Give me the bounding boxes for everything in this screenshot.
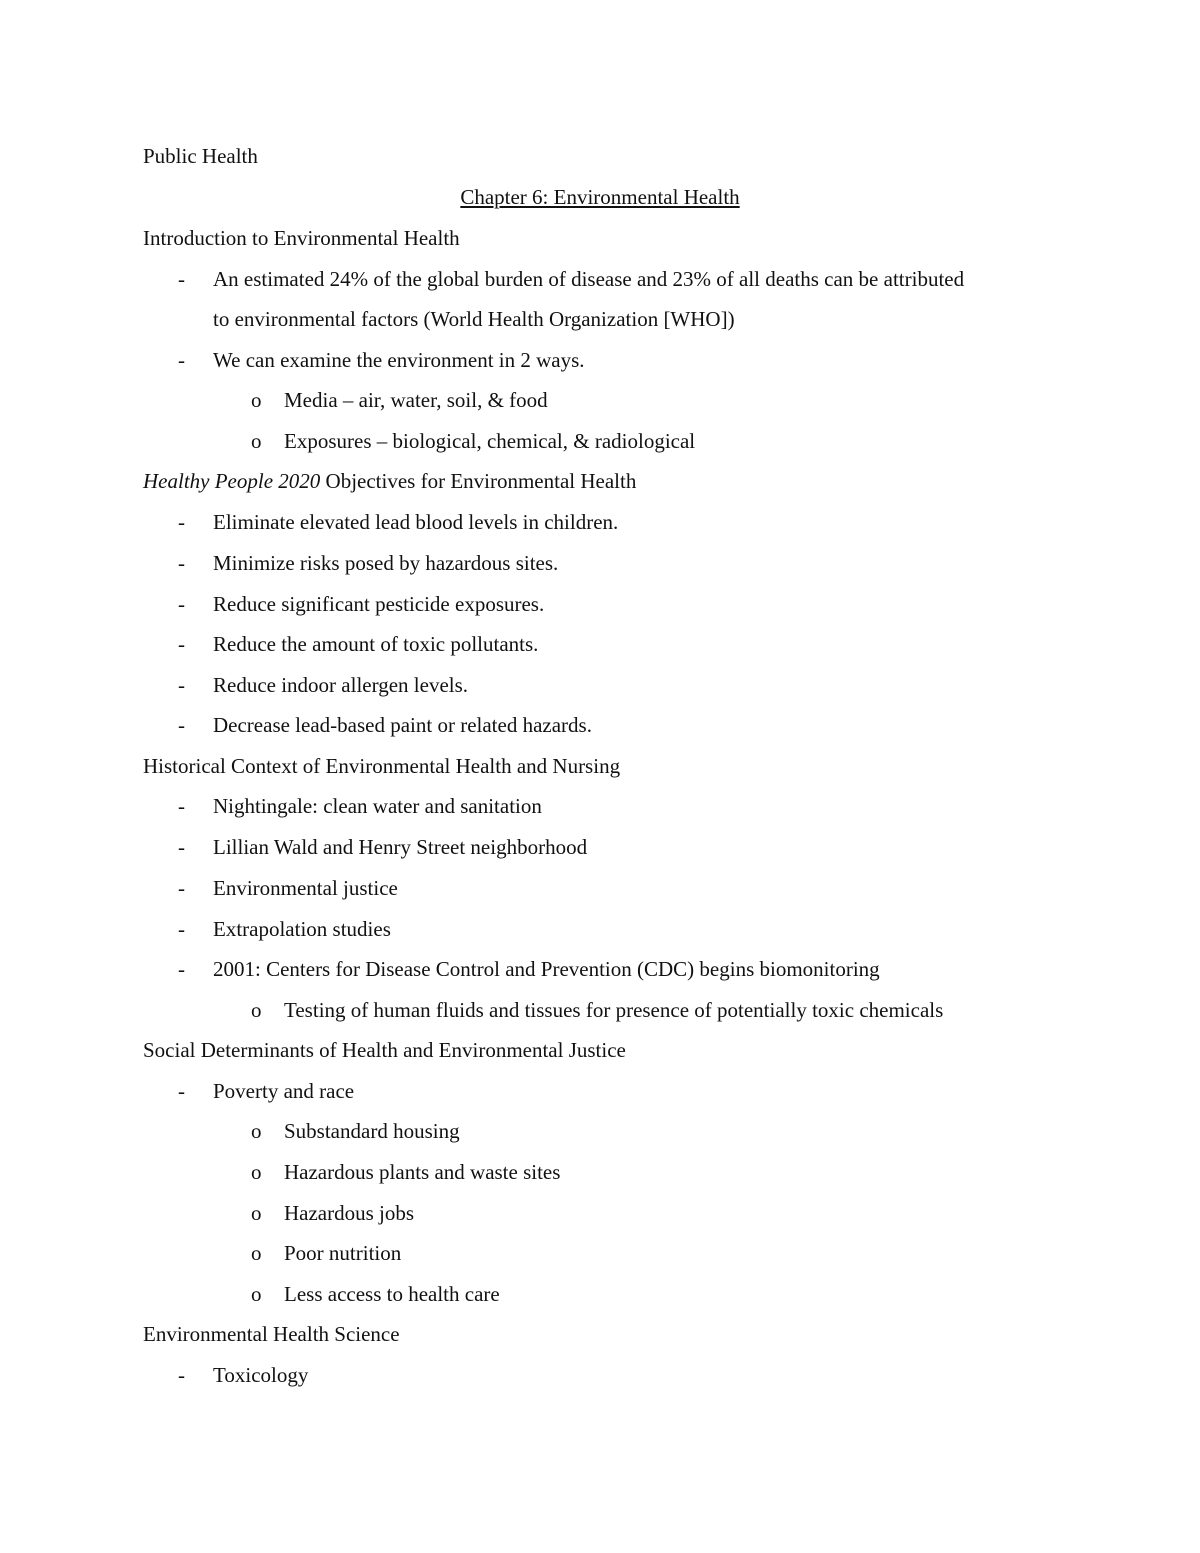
section-heading-historical: Historical Context of Environmental Health and Nursing bbox=[143, 754, 621, 778]
sub-list-item: Exposures – biological, chemical, & radiological bbox=[284, 429, 696, 453]
sub-bullet: o bbox=[251, 1119, 262, 1143]
chapter-title: Chapter 6: Environmental Health bbox=[460, 185, 740, 209]
dash-bullet: - bbox=[178, 632, 185, 656]
list-item: Decrease lead-based paint or related hazards. bbox=[213, 713, 592, 737]
list-item: Environmental justice bbox=[213, 876, 398, 900]
list-item: Reduce significant pesticide exposures. bbox=[213, 592, 545, 616]
list-item: Lillian Wald and Henry Street neighborhood bbox=[213, 835, 588, 859]
dash-bullet: - bbox=[178, 348, 185, 372]
sub-list-item: Hazardous plants and waste sites bbox=[284, 1160, 561, 1184]
heading-italic-part: Healthy People 2020 bbox=[143, 469, 321, 493]
course-title: Public Health bbox=[143, 144, 258, 168]
heading-rest: Objectives for Environmental Health bbox=[320, 469, 637, 493]
sub-bullet: o bbox=[251, 388, 262, 412]
list-item: Toxicology bbox=[213, 1363, 309, 1387]
dash-bullet: - bbox=[178, 592, 185, 616]
sub-list-item: Less access to health care bbox=[284, 1282, 500, 1306]
section-heading-intro: Introduction to Environmental Health bbox=[143, 226, 460, 250]
dash-bullet: - bbox=[178, 510, 185, 534]
section-heading-healthy-people bbox=[143, 467, 636, 495]
list-item: 2001: Centers for Disease Control and Prevention (CDC) begins biomonitoring bbox=[213, 957, 880, 981]
list-item: Eliminate elevated lead blood levels in children. bbox=[213, 510, 619, 534]
dash-bullet: - bbox=[178, 876, 185, 900]
list-item: Extrapolation studies bbox=[213, 917, 391, 941]
sub-bullet: o bbox=[251, 1160, 262, 1184]
list-item: Reduce the amount of toxic pollutants. bbox=[213, 632, 539, 656]
sub-bullet: o bbox=[251, 429, 262, 453]
dash-bullet: - bbox=[178, 267, 185, 291]
section-heading-social: Social Determinants of Health and Environmental Justice bbox=[143, 1038, 626, 1062]
dash-bullet: - bbox=[178, 957, 185, 981]
list-item: Reduce indoor allergen levels. bbox=[213, 673, 469, 697]
dash-bullet: - bbox=[178, 794, 185, 818]
list-item: An estimated 24% of the global burden of disease and 23% of all deaths can be attributed bbox=[213, 267, 965, 291]
sub-bullet: o bbox=[251, 1201, 262, 1225]
sub-bullet: o bbox=[251, 1241, 262, 1265]
sub-bullet: o bbox=[251, 1282, 262, 1306]
sub-bullet: o bbox=[251, 998, 262, 1022]
sub-list-item: Testing of human fluids and tissues for presence of potentially toxic chemicals bbox=[284, 998, 944, 1022]
sub-list-item: Substandard housing bbox=[284, 1119, 460, 1143]
sub-list-item: Media – air, water, soil, & food bbox=[284, 388, 548, 412]
dash-bullet: - bbox=[178, 835, 185, 859]
list-item: Poverty and race bbox=[213, 1079, 355, 1103]
dash-bullet: - bbox=[178, 551, 185, 575]
dash-bullet: - bbox=[178, 673, 185, 697]
list-item: We can examine the environment in 2 ways. bbox=[213, 348, 585, 372]
dash-bullet: - bbox=[178, 917, 185, 941]
list-item-continuation: to environmental factors (World Health Organization [WHO]) bbox=[213, 307, 735, 331]
list-item: Nightingale: clean water and sanitation bbox=[213, 794, 542, 818]
sub-list-item: Poor nutrition bbox=[284, 1241, 402, 1265]
section-heading-science: Environmental Health Science bbox=[143, 1322, 400, 1346]
sub-list-item: Hazardous jobs bbox=[284, 1201, 415, 1225]
dash-bullet: - bbox=[178, 1079, 185, 1103]
list-item: Minimize risks posed by hazardous sites. bbox=[213, 551, 559, 575]
dash-bullet: - bbox=[178, 1363, 185, 1387]
dash-bullet: - bbox=[178, 713, 185, 737]
